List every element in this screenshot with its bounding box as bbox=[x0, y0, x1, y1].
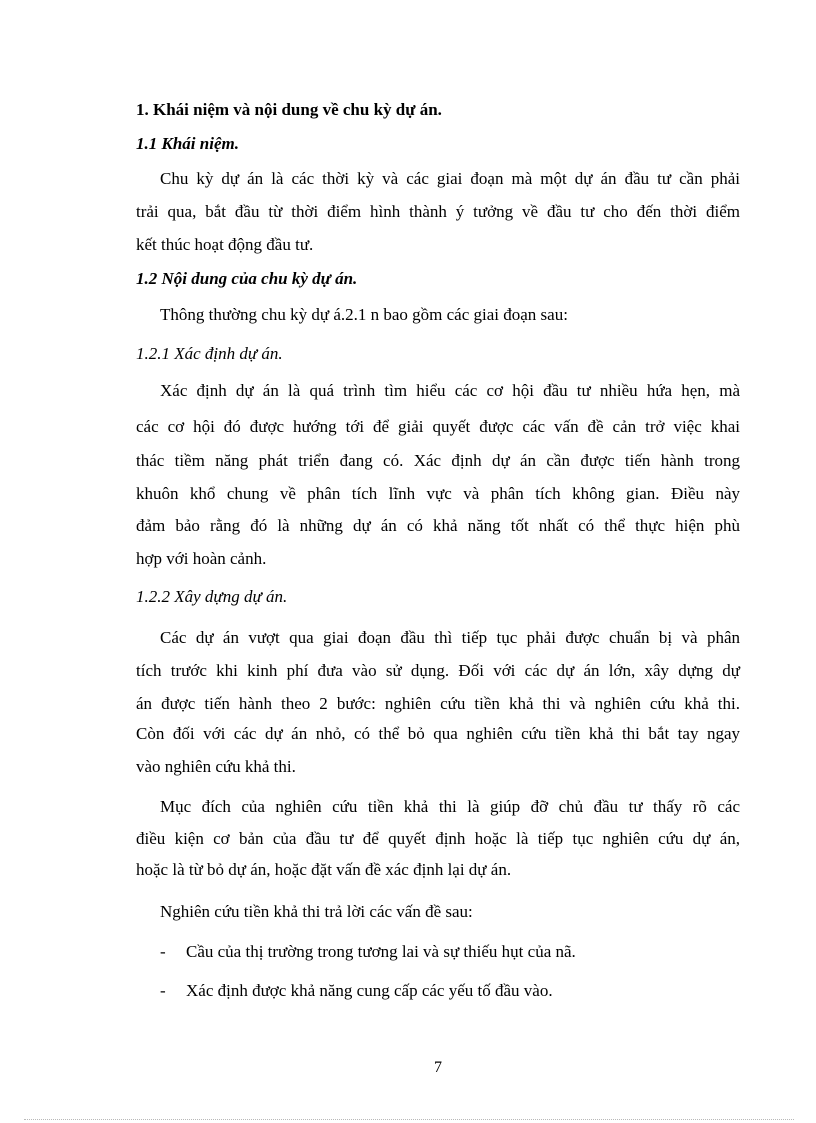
paragraph-line: hoặc là từ bỏ dự án, hoặc đặt vấn đề xác định lại dự án. bbox=[136, 860, 512, 879]
subsection-heading-1-2: 1.2 Nội dung của chu kỳ dự án. bbox=[136, 269, 358, 288]
footer-divider bbox=[24, 1119, 794, 1120]
paragraph-line: Các dự án vượt qua giai đoạn đầu thì tiếp tục phải được chuẩn bị và phân bbox=[160, 628, 740, 647]
paragraph-line: Còn đối với các dự án nhỏ, có thể bỏ qua nghiên cứu tiền khả thi bắt tay ngay bbox=[136, 724, 740, 743]
paragraph-line: án được tiến hành theo 2 bước: nghiên cứu tiền khả thi và nghiên cứu khả thi. bbox=[136, 694, 740, 713]
paragraph-line: điều kiện cơ bản của đầu tư để quyết định hoặc là tiếp tục nghiên cứu dự án, bbox=[136, 829, 740, 848]
paragraph-line: kết thúc hoạt động đầu tư. bbox=[136, 235, 314, 254]
paragraph-line: khuôn khổ chung về phân tích lĩnh vực và phân tích không gian. Điều này bbox=[136, 484, 740, 503]
bullet-item: Cầu của thị trường trong tương lai và sự thiếu hụt của nã. bbox=[186, 942, 576, 961]
subsection-heading-1-2-1: 1.2.1 Xác định dự án. bbox=[136, 344, 283, 363]
paragraph-line: các cơ hội đó được hướng tới để giải quyết được các vấn đề cản trở việc khai bbox=[136, 417, 740, 436]
page-number: 7 bbox=[434, 1059, 442, 1076]
paragraph-line: Thông thường chu kỳ dự á.2.1 n bao gồm các giai đoạn sau: bbox=[160, 305, 568, 324]
paragraph-line: Xác định dự án là quá trình tìm hiểu các cơ hội đầu tư nhiều hứa hẹn, mà bbox=[160, 381, 740, 400]
bullet-dash: - bbox=[160, 981, 166, 1000]
paragraph-line: Chu kỳ dự án là các thời kỳ và các giai đoạn mà một dự án đầu tư cần phải bbox=[160, 169, 740, 188]
bullet-item: Xác định được khả năng cung cấp các yếu tố đầu vào. bbox=[186, 981, 553, 1000]
paragraph-line: hợp với hoàn cảnh. bbox=[136, 549, 267, 568]
paragraph-line: thác tiềm năng phát triển đang có. Xác định dự án cần được tiến hành trong bbox=[136, 451, 740, 470]
paragraph-line: Mục đích của nghiên cứu tiền khả thi là giúp đỡ chủ đầu tư thấy rõ các bbox=[160, 797, 740, 816]
paragraph-line: đảm bảo rằng đó là những dự án có khả năng tốt nhất có thể thực hiện phù bbox=[136, 516, 740, 535]
subsection-heading-1-1: 1.1 Khái niệm. bbox=[136, 134, 239, 153]
paragraph-line: trải qua, bắt đầu từ thời điểm hình thành ý tưởng về đầu tư cho đến thời điểm bbox=[136, 202, 740, 221]
paragraph-line: Nghiên cứu tiền khả thi trả lời các vấn đề sau: bbox=[160, 902, 473, 921]
paragraph-line: vào nghiên cứu khả thi. bbox=[136, 757, 296, 776]
section-heading: 1. Khái niệm và nội dung về chu kỳ dự án. bbox=[136, 100, 442, 119]
subsection-heading-1-2-2: 1.2.2 Xây dựng dự án. bbox=[136, 587, 288, 606]
paragraph-line: tích trước khi kinh phí đưa vào sử dụng. Đối với các dự án lớn, xây dựng dự bbox=[136, 661, 740, 680]
bullet-dash: - bbox=[160, 942, 166, 961]
